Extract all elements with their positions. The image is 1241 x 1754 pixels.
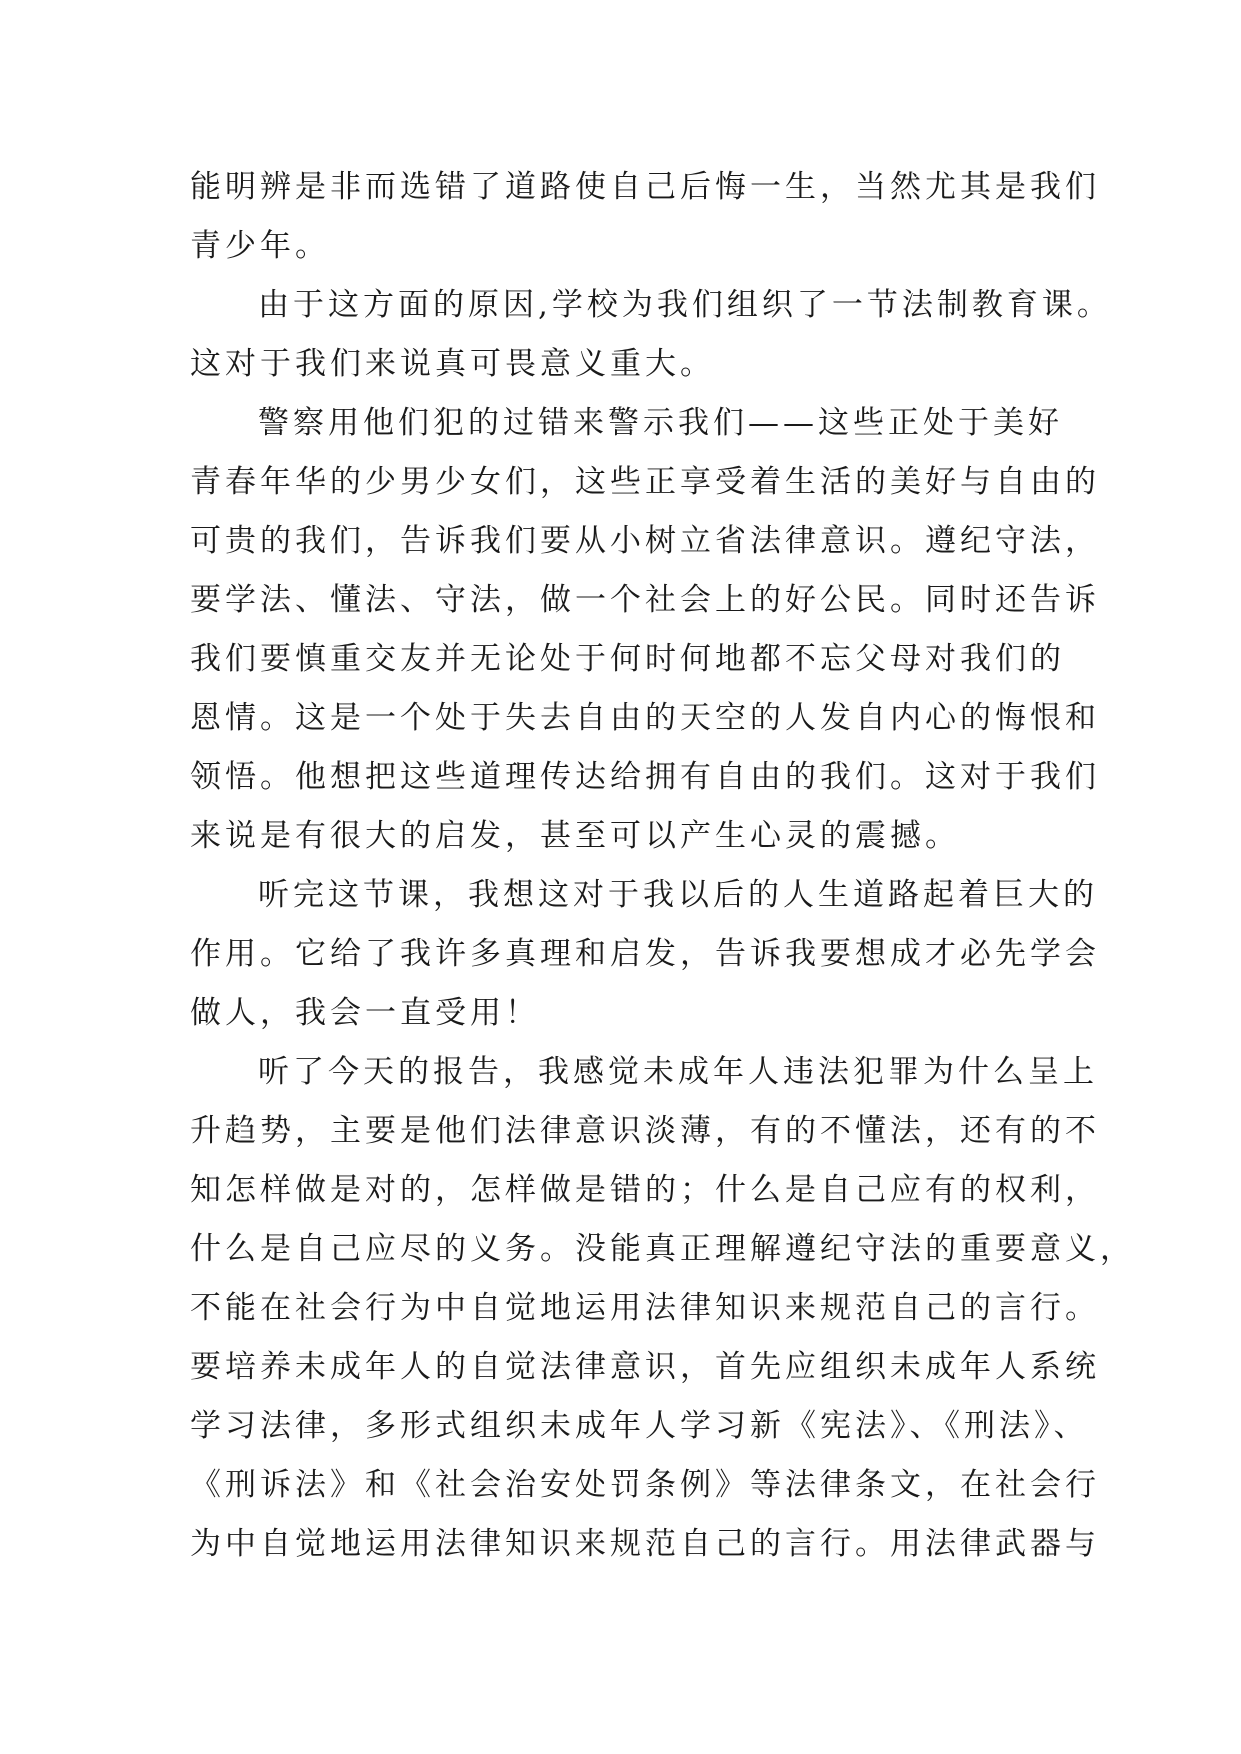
paragraph-start-line: 听完这节课，我想这对于我以后的人生道路起着巨大的 [258,877,1098,913]
paragraph-start-line: 听了今天的报告，我感觉未成年人违法犯罪为什么呈上 [258,1054,1098,1090]
paragraph-start-line: 警察用他们犯的过错来警示我们——这些正处于美好 [258,405,1063,441]
text-line: 不能在社会行为中自觉地运用法律知识来规范自己的言行。 [190,1290,1100,1326]
text-line: 要学法、懂法、守法，做一个社会上的好公民。同时还告诉 [190,582,1100,618]
text-line: 什么是自己应尽的义务。没能真正理解遵纪守法的重要意义， [190,1231,1135,1267]
text-line: 能明辨是非而选错了道路使自己后悔一生，当然尤其是我们 [190,169,1100,205]
text-line: 这对于我们来说真可畏意义重大。 [190,346,715,382]
text-line: 我们要慎重交友并无论处于何时何地都不忘父母对我们的 [190,641,1065,677]
text-line: 《刑诉法》和《社会治安处罚条例》等法律条文，在社会行 [190,1467,1100,1503]
paragraph-start-line: 由于这方面的原因,学校为我们组织了一节法制教育课。 [258,287,1112,323]
text-line: 升趋势，主要是他们法律意识淡薄，有的不懂法，还有的不 [190,1113,1100,1149]
text-line: 可贵的我们，告诉我们要从小树立省法律意识。遵纪守法， [190,523,1100,559]
text-line: 知怎样做是对的，怎样做是错的；什么是自己应有的权利， [190,1172,1100,1208]
text-line: 为中自觉地运用法律知识来规范自己的言行。用法律武器与 [190,1526,1100,1562]
text-line: 青少年。 [190,228,330,264]
text-line: 做人，我会一直受用！ [190,995,540,1031]
text-line: 恩情。这是一个处于失去自由的天空的人发自内心的悔恨和 [190,700,1100,736]
text-line: 领悟。他想把这些道理传达给拥有自由的我们。这对于我们 [190,759,1100,795]
text-line: 学习法律，多形式组织未成年人学习新《宪法》、《刑法》、 [190,1408,1089,1444]
text-line: 作用。它给了我许多真理和启发，告诉我要想成才必先学会 [190,936,1100,972]
text-line: 青春年华的少男少女们，这些正享受着生活的美好与自由的 [190,464,1100,500]
text-line: 来说是有很大的启发，甚至可以产生心灵的震撼。 [190,818,960,854]
document-body [190,158,1135,1574]
text-line: 要培养未成年人的自觉法律意识，首先应组织未成年人系统 [190,1349,1100,1385]
